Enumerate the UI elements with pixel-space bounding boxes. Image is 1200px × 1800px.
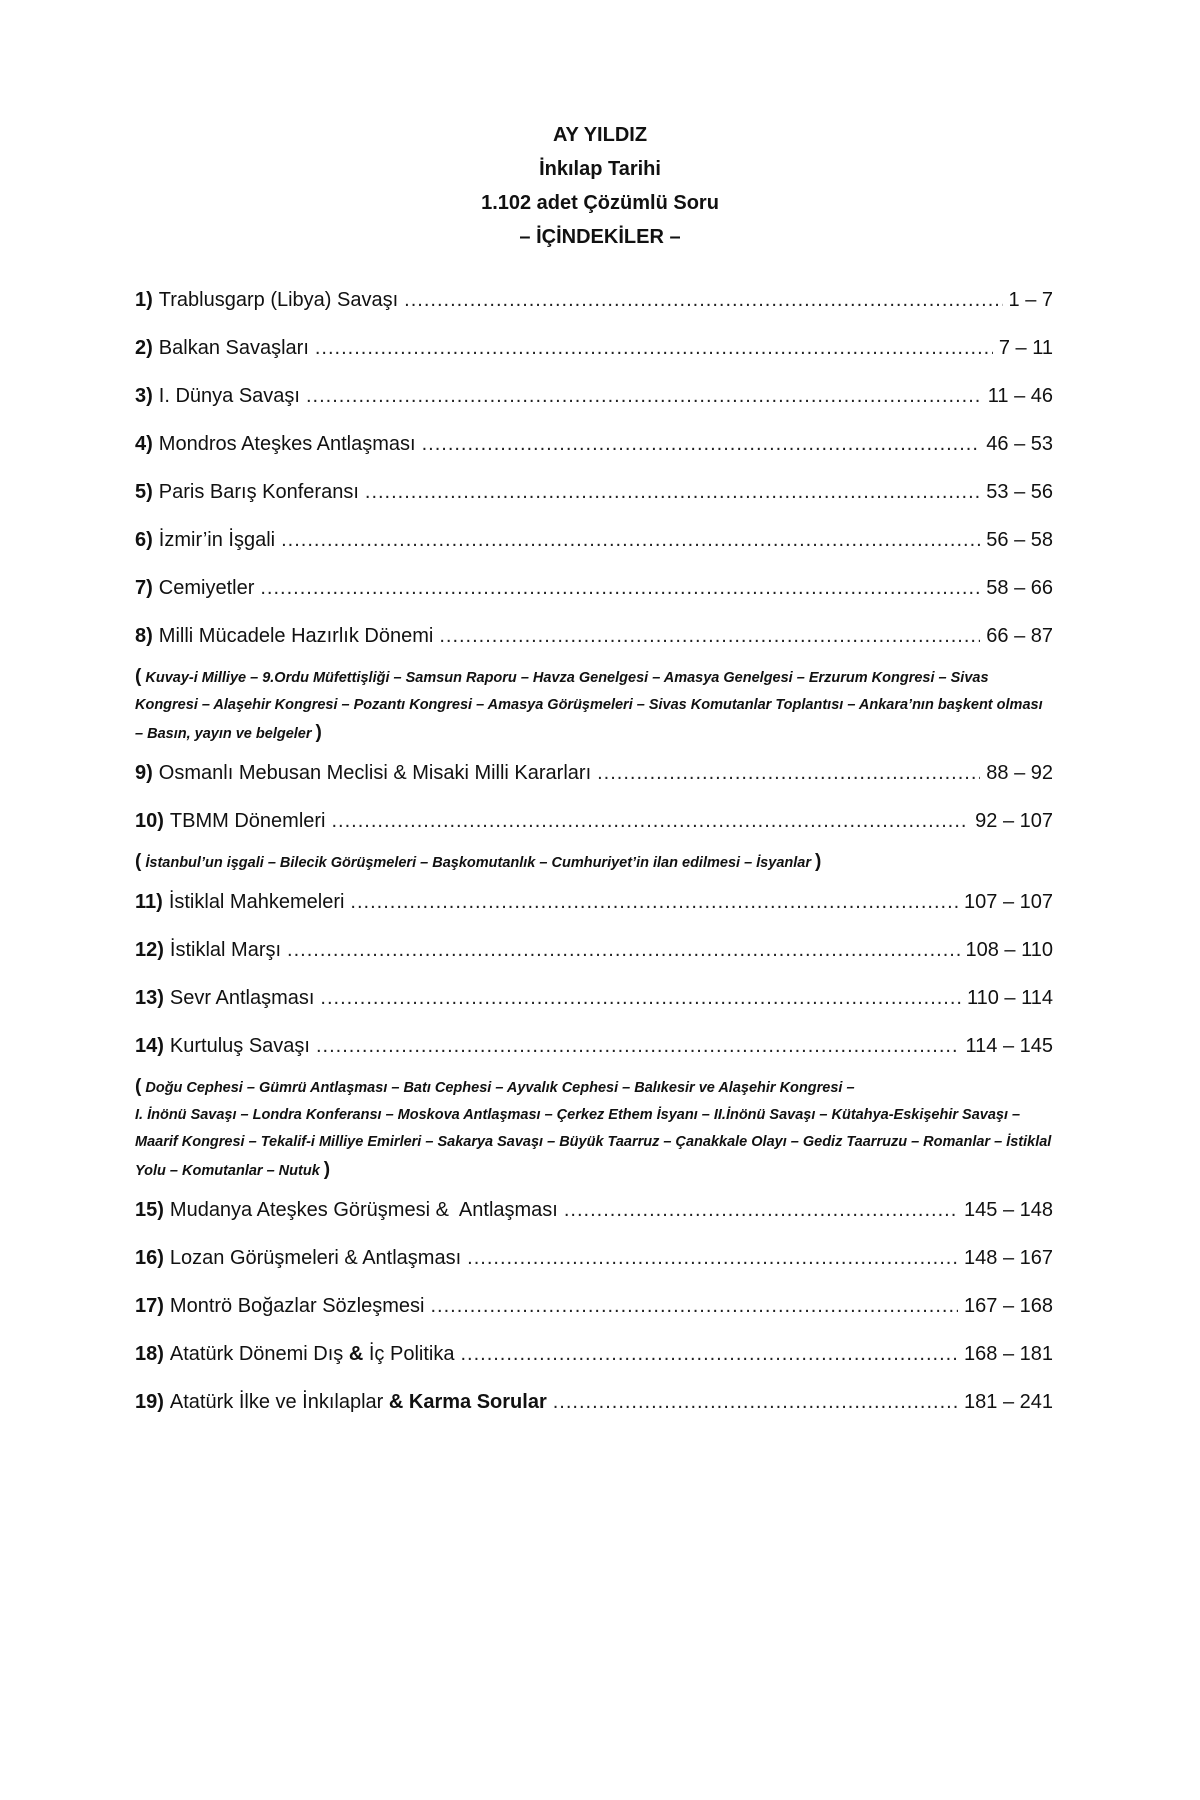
dot-leader: [287, 933, 959, 967]
subject-title: İnkılap Tarihi: [539, 158, 661, 180]
toc-entry-title: TBMM Dönemleri: [169, 810, 326, 832]
dot-leader: [365, 475, 980, 509]
toc-entry-title: İstiklal Marşı: [169, 939, 282, 961]
toc-entry-pages: 11 – 46: [987, 385, 1053, 407]
toc-heading: – İÇİNDEKİLER –: [519, 226, 681, 248]
toc-entry-number: 4): [135, 433, 153, 455]
toc-entry-6: [135, 523, 1053, 571]
toc-entry-pages: 46 – 53: [986, 433, 1053, 455]
toc-entry-7: [135, 571, 1053, 619]
toc-entry-title: Balkan Savaşları: [158, 337, 309, 359]
toc-entry-number: 1): [135, 289, 153, 311]
toc-entry-title: Osmanlı Mebusan Meclisi & Misaki Milli Kararları: [158, 762, 592, 784]
toc-entry-title: Cemiyetler: [158, 577, 255, 599]
toc-entry-number: 10): [135, 810, 164, 832]
toc-entry-pages: 148 – 167: [964, 1247, 1053, 1269]
toc-entry-number: 2): [135, 337, 153, 359]
toc-entry-title: [170, 1337, 455, 1371]
toc-entry-number: 18): [135, 1343, 164, 1365]
toc-entry-8: [135, 619, 1053, 667]
toc-entry-18: [135, 1337, 1053, 1385]
toc-entry-title: Lozan Görüşmeleri & Antlaşması: [169, 1247, 462, 1269]
dot-leader: [316, 1029, 960, 1063]
dot-leader: [422, 427, 981, 461]
subtopics-text-line2: I. İnönü Savaşı – Londra Konferansı – Moskova Antlaşması – Çerkez Ethem İsyanı – II.İnönü Savaşı – Kütahya-Eskişehir Savaşı – Maarif Kongresi – Tekalif-i Milliye Emirleri – Sakarya Savaşı – Büyük Taarruz – Çanakkale Olayı – Gediz Taarruzu – Romanlar – İstiklal Yolu – Komutanlar – Nutuk: [135, 1107, 1052, 1179]
close-paren: ): [315, 722, 322, 743]
open-paren: (: [135, 1076, 142, 1097]
toc-entry-title-bold-part: & Karma Sorular: [388, 1391, 547, 1413]
dot-leader: [350, 885, 958, 919]
toc-entry-pages: 107 – 107: [964, 891, 1053, 913]
open-paren: (: [135, 851, 142, 872]
toc-entry-title: I. Dünya Savaşı: [158, 385, 300, 407]
toc-subtopics-14: [135, 1073, 1053, 1185]
toc-entry-title: Montrö Boğazlar Sözleşmesi: [169, 1295, 425, 1317]
toc-entry-pages: 181 – 241: [964, 1391, 1053, 1413]
toc-entry-1: [135, 283, 1053, 331]
toc-entry-title: İzmir’in İşgali: [158, 529, 276, 551]
toc-entry-number: 13): [135, 987, 164, 1009]
dot-leader: [597, 756, 980, 790]
dot-leader: [467, 1241, 958, 1275]
toc-entry-2: [135, 331, 1053, 379]
toc-entry-number: 17): [135, 1295, 164, 1317]
dot-leader: [260, 571, 980, 605]
dot-leader: [315, 331, 993, 365]
toc-entry-number: 9): [135, 762, 153, 784]
toc-entry-number: 11): [135, 891, 163, 913]
toc-entry-number: 19): [135, 1391, 164, 1413]
toc-entry-pages: 58 – 66: [986, 577, 1053, 599]
dot-leader: [331, 804, 969, 838]
toc-entry-title: İstiklal Mahkemeleri: [168, 891, 345, 913]
toc-entry-pages: 88 – 92: [986, 762, 1053, 784]
document-header: [0, 118, 1200, 254]
table-of-contents: [135, 283, 1053, 1433]
toc-entry-16: [135, 1241, 1053, 1289]
dot-leader: [553, 1385, 958, 1419]
toc-entry-pages: 92 – 107: [975, 810, 1053, 832]
toc-entry-pages: 56 – 58: [986, 529, 1053, 551]
toc-entry-13: [135, 981, 1053, 1029]
toc-entry-number: 6): [135, 529, 153, 551]
toc-entry-number: 3): [135, 385, 153, 407]
toc-entry-pages: 66 – 87: [986, 625, 1053, 647]
toc-entry-19: [135, 1385, 1053, 1433]
dot-leader: [404, 283, 1002, 317]
toc-entry-5: [135, 475, 1053, 523]
close-paren: ): [815, 851, 822, 872]
toc-entry-14: [135, 1029, 1053, 1077]
toc-entry-title: Mondros Ateşkes Antlaşması: [158, 433, 416, 455]
toc-entry-number: 8): [135, 625, 153, 647]
toc-entry-number: 14): [135, 1035, 164, 1057]
dot-leader: [564, 1193, 958, 1227]
toc-entry-title: Paris Barış Konferansı: [158, 481, 359, 503]
toc-entry-11: [135, 885, 1053, 933]
toc-entry-pages: 1 – 7: [1008, 289, 1053, 311]
toc-entry-3: [135, 379, 1053, 427]
open-paren: (: [135, 666, 142, 687]
subtopics-text: Kuvay-i Milliye – 9.Ordu Müfettişliği – Samsun Raporu – Havza Genelgesi – Amasya Genelgesi – Erzurum Kongresi – Sivas Kongresi – Alaşehir Kongresi – Pozantı Kongresi – Amasya Görüşmeleri – Sivas Komutanlar Toplantısı – Ankara’nın başkent olması – Basın, yayın ve belgeler: [135, 670, 1043, 742]
question-count-title: 1.102 adet Çözümlü Soru: [481, 192, 719, 214]
toc-entry-title: [170, 1385, 547, 1419]
toc-entry-pages: 114 – 145: [965, 1035, 1053, 1057]
toc-entry-title-part: Atatürk İlke ve İnkılaplar: [169, 1391, 384, 1413]
toc-entry-pages: 168 – 181: [964, 1343, 1053, 1365]
toc-entry-number: 16): [135, 1247, 164, 1269]
toc-entry-title: Milli Mücadele Hazırlık Dönemi: [158, 625, 434, 647]
dot-leader: [460, 1337, 958, 1371]
toc-subtopics-8: [135, 663, 1053, 748]
dot-leader: [281, 523, 980, 557]
toc-entry-pages: 108 – 110: [965, 939, 1053, 961]
toc-entry-title-part: Atatürk Dönemi Dış: [169, 1343, 344, 1365]
toc-entry-pages: 110 – 114: [966, 987, 1053, 1009]
dot-leader: [430, 1289, 958, 1323]
toc-entry-4: [135, 427, 1053, 475]
subtopics-text: İstanbul’un işgali – Bilecik Görüşmeleri – Başkomutanlık – Cumhuriyet’in ilan edilmesi – İsyanlar: [145, 855, 811, 871]
toc-entry-title-ampersand: &: [348, 1343, 364, 1365]
toc-entry-pages: 145 – 148: [964, 1199, 1053, 1221]
toc-entry-12: [135, 933, 1053, 981]
toc-entry-title-part: İç Politika: [368, 1343, 455, 1365]
toc-entry-title: Kurtuluş Savaşı: [169, 1035, 310, 1057]
toc-subtopics-10: [135, 848, 1053, 877]
toc-entry-title: Sevr Antlaşması: [169, 987, 315, 1009]
toc-entry-number: 5): [135, 481, 153, 503]
dot-leader: [320, 981, 961, 1015]
toc-entry-pages: 53 – 56: [986, 481, 1053, 503]
toc-entry-number: 12): [135, 939, 164, 961]
publisher-title: AY YILDIZ: [552, 124, 648, 146]
close-paren: ): [323, 1159, 331, 1180]
dot-leader: [306, 379, 982, 413]
toc-entry-number: 15): [135, 1199, 164, 1221]
toc-entry-title: Trablusgarp (Libya) Savaşı: [158, 289, 399, 311]
toc-entry-pages: 167 – 168: [964, 1295, 1053, 1317]
toc-entry-17: [135, 1289, 1053, 1337]
toc-entry-15: [135, 1193, 1053, 1241]
subtopics-text-line1: Doğu Cephesi – Gümrü Antlaşması – Batı Cephesi – Ayvalık Cephesi – Balıkesir ve Alaşehir Kongresi –: [145, 1080, 855, 1096]
toc-entry-pages: 7 – 11: [998, 337, 1053, 359]
toc-entry-10: [135, 804, 1053, 852]
toc-entry-title: Mudanya Ateşkes Görüşmesi & Antlaşması: [169, 1199, 558, 1221]
dot-leader: [439, 619, 980, 653]
toc-entry-9: [135, 756, 1053, 804]
toc-entry-number: 7): [135, 577, 153, 599]
